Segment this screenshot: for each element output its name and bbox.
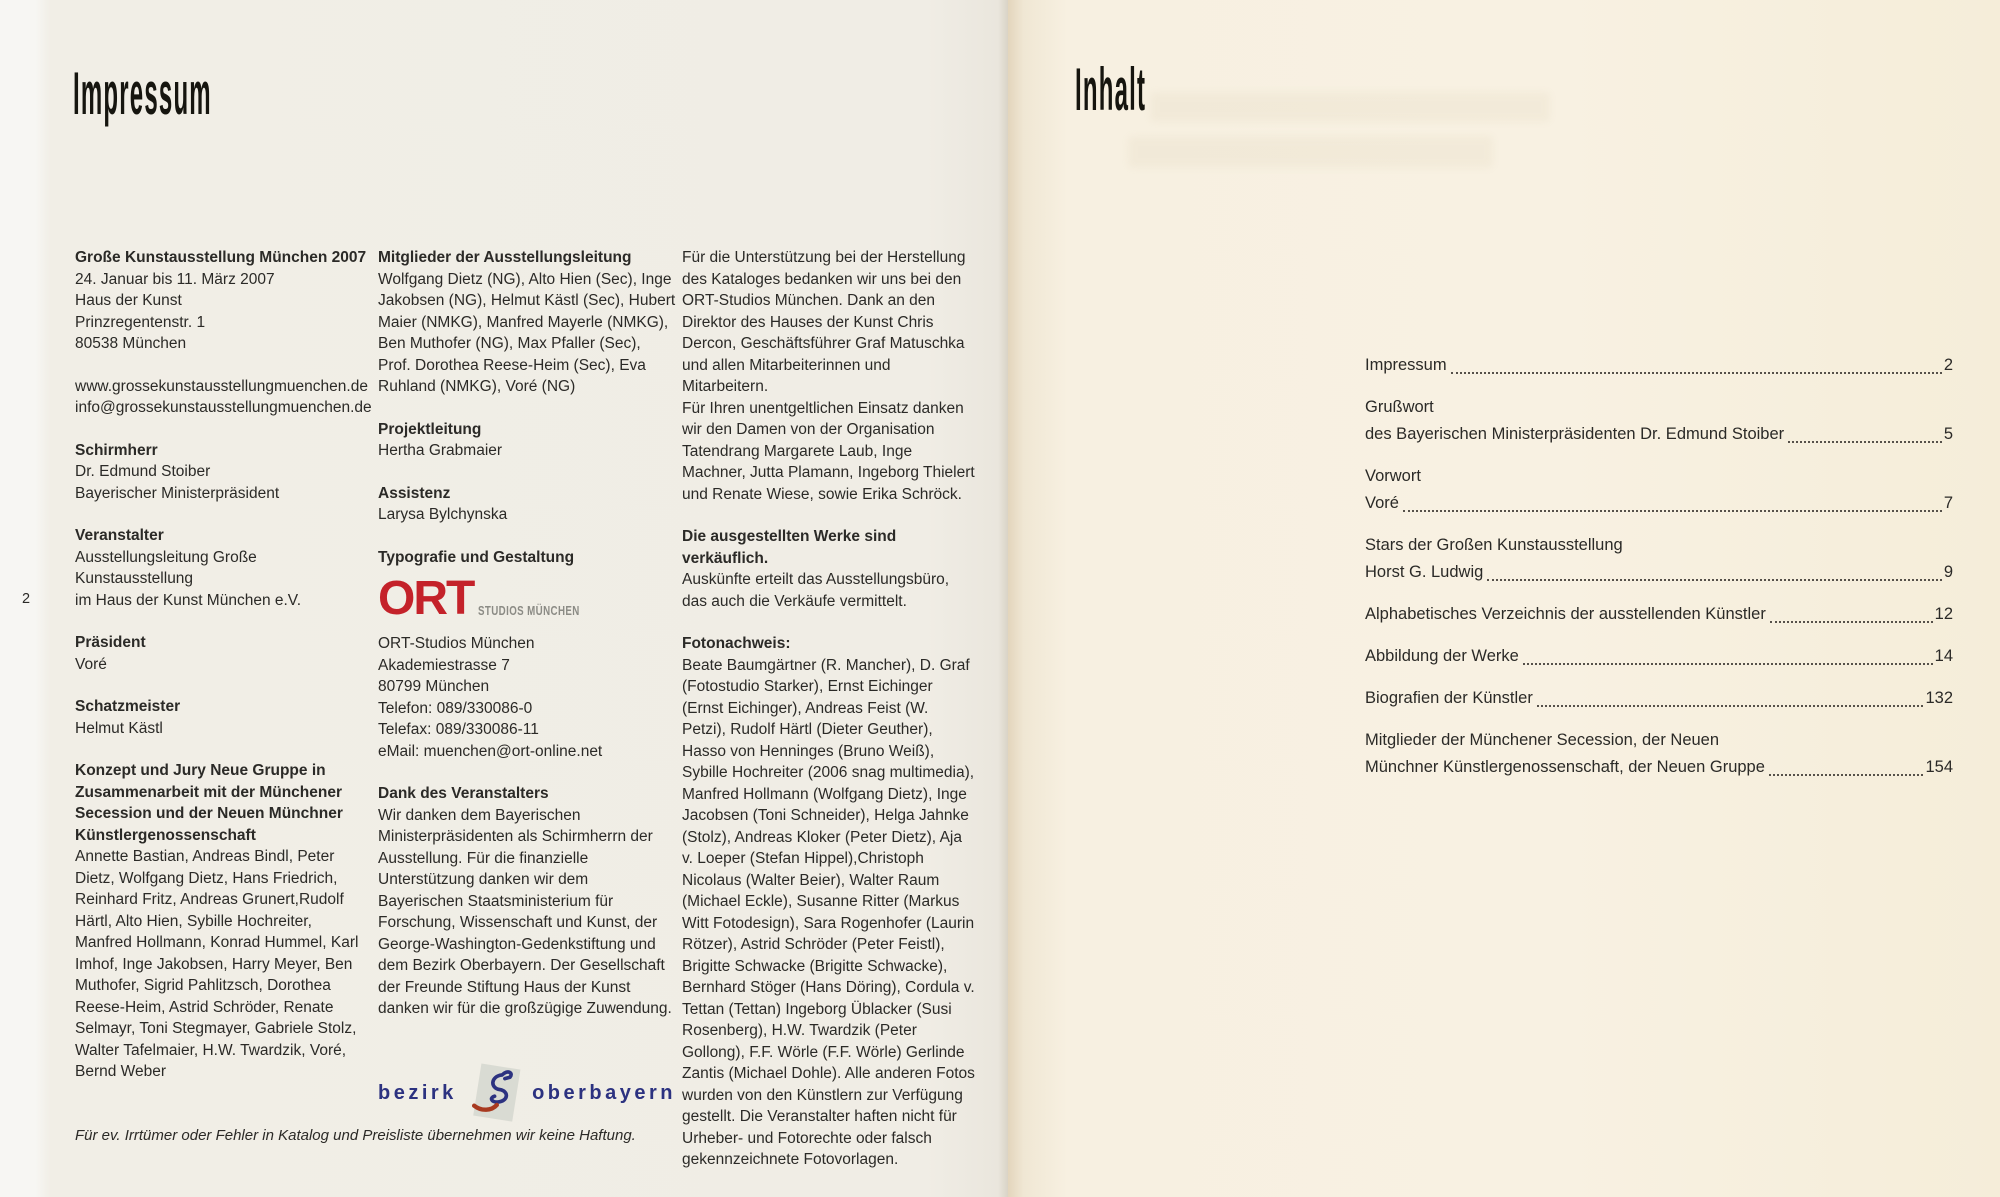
contact-block: [75, 376, 372, 419]
toc-page-number: 9: [1943, 563, 1953, 581]
event-city: 80538 München: [75, 335, 187, 352]
catalog-thanks-part2: Für Ihren unentgeltlichen Einsatz danken wir den Damen von der Organisation Tatendrang Margarete Laub, Inge Machner, Jutta Plamann, Ingeborg Thielert und Renate Wiese, sowie Erika Schröck.: [682, 399, 975, 503]
dot-leader: [1788, 441, 1942, 443]
dot-leader: [1523, 663, 1933, 665]
ort-address-line: 80799 München: [378, 678, 490, 695]
ausstellungsleitung-members: Wolfgang Dietz (NG), Alto Hien (Sec), Inge Jakobsen (NG), Helmut Kästl (Sec), Hubert Maier (NMKG), Manfred Mayerle (NMKG), Ben Muthofer (NG), Max Pfaller (Sec), Prof. Dorothea Reese-Heim (Sec), Eva Ruhland (NMKG), Voré (NG): [378, 270, 676, 395]
praesident-heading: Präsident: [75, 634, 146, 651]
show-through-artifact: [1128, 136, 1493, 168]
toc-entry-stars: [1365, 532, 1953, 586]
veranstalter-line2: im Haus der Kunst München e.V.: [75, 591, 302, 609]
toc-row: [1365, 490, 1953, 517]
toc-entry-label: Stars der Großen Kunstausstellung: [1365, 536, 1623, 554]
praesident-block: [75, 632, 369, 675]
ort-email: eMail: muenchen@ort-online.net: [378, 742, 603, 760]
toc-page-number: 14: [1934, 647, 1953, 665]
ort-wordmark-icon: ORT: [378, 572, 474, 625]
toc-row: [1365, 421, 1953, 448]
schirmherr-role: Bayerischer Ministerpräsident: [75, 484, 280, 502]
toc-entry-biografien: [1365, 685, 1953, 712]
assistenz-heading: Assistenz: [378, 484, 451, 502]
event-dates: 24. Januar bis 11. März 2007: [75, 270, 275, 288]
schatzmeister-block: [75, 696, 369, 739]
konzept-jury-block: [75, 760, 369, 1083]
ort-fax: Telefax: 089/330086-11: [378, 721, 539, 738]
dot-leader: [1451, 372, 1942, 374]
dot-leader: [1770, 621, 1933, 623]
inhalt-page: [1008, 0, 2000, 1197]
werke-verkaeuflich-text: Auskünfte erteilt das Ausstellungsbüro, das auch die Verkäufe vermittelt.: [682, 571, 950, 610]
projektleitung-heading: Projektleitung: [378, 420, 482, 438]
dank-block: [378, 783, 676, 1020]
catalog-thanks-block: [682, 247, 976, 505]
event-street: Prinzregentenstr. 1: [75, 313, 206, 331]
toc-page-number: 132: [1925, 689, 1953, 707]
ort-address-line: ORT-Studios München: [378, 635, 535, 652]
page-title: Impressum: [73, 60, 212, 127]
toc-entry-label: Vorwort: [1365, 467, 1421, 485]
veranstalter-heading: Veranstalter: [75, 527, 164, 544]
bezirk-logo-word-left: bezirk: [378, 1081, 457, 1104]
schirmherr-block: [75, 440, 369, 505]
bezirk-logo-word-right: oberbayern: [532, 1081, 676, 1104]
toc-entry-impressum: [1365, 352, 1953, 379]
toc-entry-sublabel: des Bayerischen Ministerpräsidenten Dr. Edmund Stoiber: [1365, 425, 1785, 443]
dot-leader: [1537, 705, 1924, 707]
schirmherr-heading: Schirmherr: [75, 441, 158, 459]
disclaimer-note: Für ev. Irrtümer oder Fehler in Katalog und Preisliste übernehmen wir keine Haftung.: [75, 1127, 636, 1144]
toc-entry-vorwort: [1365, 463, 1953, 517]
projektleitung-name: Hertha Grabmaier: [378, 442, 503, 459]
toc-row: [1365, 352, 1953, 379]
dank-text: Wir danken dem Bayerischen Ministerpräsidenten als Schirmherrn der Ausstellung. Für die finanzielle Unterstützung danken wir dem Bayerischen Staatsministerium für Forschung, Wissenschaft und Kunst, der George-Washington-Gedenkstiftung und dem Bezirk Oberbayern. Der Gesellschaft der Freunde Stiftung Haus der Kunst danken wir für die großzügige Zuwendung.: [378, 806, 672, 1017]
veranstalter-block: [75, 525, 369, 611]
toc-entry-label: Abbildung der Werke: [1365, 647, 1519, 665]
ausstellungsleitung-block: [378, 247, 676, 398]
toc-entry-label: Alphabetisches Verzeichnis der ausstellenden Künstler: [1365, 605, 1766, 623]
event-info-block: [75, 247, 369, 355]
fotonachweis-block: [682, 633, 976, 1171]
toc-page-number: 154: [1925, 758, 1953, 776]
konzept-jury-names: Annette Bastian, Andreas Bindl, Peter Dietz, Wolfgang Dietz, Hans Friedrich, Reinhard Fritz, Andreas Grunert,Rudolf Härtl, Alto Hien, Sybille Hochreiter, Manfred Hollmann, Konrad Hummel, Karl Imhof, Inge Jakobsen, Harry Meyer, Ben Muthofer, Sigrid Pahlitzsch, Dorothea Reese-Heim, Astrid Schröder, Renate Selmayr, Toni Stegmayer, Gabriele Stolz, Walter Tafelmaier, H.W. Twardzik, Voré, Bernd Weber: [75, 848, 359, 1080]
dot-leader: [1487, 579, 1942, 581]
ort-phone: Telefon: 089/330086-0: [378, 699, 533, 717]
dot-leader: [1403, 510, 1942, 512]
page-title: Inhalt: [1075, 56, 1147, 123]
event-venue: Haus der Kunst: [75, 292, 182, 309]
ort-address-line: Akademiestrasse 7: [378, 656, 510, 674]
toc-entry-sublabel: Voré: [1365, 494, 1399, 512]
werke-verkaeuflich-heading: Die ausgestellten Werke sind verkäuflich.: [682, 528, 897, 567]
impressum-column-2: [378, 247, 676, 1144]
toc-entry-abbildung: [1365, 643, 1953, 670]
schatzmeister-name: Helmut Kästl: [75, 719, 163, 737]
toc-page-number: 7: [1943, 494, 1953, 512]
toc-entry-mitglieder: [1365, 727, 1953, 781]
event-title: Große Kunstausstellung München 2007: [75, 249, 367, 266]
toc-entry-verzeichnis: [1365, 601, 1953, 628]
page-number: 2: [22, 591, 31, 607]
fotonachweis-text: Beate Baumgärtner (R. Mancher), D. Graf (Fotostudio Starker), Ernst Eichinger (Ernst Eichinger), Andreas Feist (W. Petzi), Rudolf Härtl (Dieter Geuther), Hasso von Henninges (Bruno Weiß), Sybille Hochreiter (2006 snag multimedia), Manfred Hollmann (Wolfgang Dietz), Inge Jacobsen (Toni Schneider), Helga Jahnke (Stolz), Andreas Kloker (Peter Dietz), Aja v. Loeper (Stefan Hippel),Christoph Nicolaus (Walter Beier), Walter Raum (Michael Eckle), Susanne Ritter (Markus Witt Fotodesign), Sara Rogenhofer (Laurin Rötzer), Astrid Schröder (Peter Feistl), Brigitte Schwacke (Brigitte Schwacke), Bernhard Stöger (Hans Döring), Cordula v. Tettan (Tettan) Ingeborg Üblacker (Susi Rosenberg), H.W. Twardzik (Peter Gollong), F.F. Wörle (F.F. Wörle) Gerlinde Zantis (Michael Dohle). Alle anderen Fotos wurden von den Künstlern zur Verfügung gestellt. Die Veranstalter haften nicht für Urheber- und Fotorechte oder falsch gekennzeichnete Fotovorlagen.: [682, 656, 975, 1168]
dot-leader: [1769, 774, 1924, 776]
werke-verkaeuflich-block: [682, 526, 976, 612]
toc-page-number: 2: [1943, 356, 1953, 374]
toc-row: [1365, 685, 1953, 712]
konzept-jury-heading: Konzept und Jury Neue Gruppe in Zusammenarbeit mit der Münchener Secession und der Neuen Münchner Künstlergenossenschaft: [75, 762, 343, 844]
ort-studios-logo: [378, 572, 676, 625]
toc-entry-label: Mitglieder der Münchener Secession, der Neuen: [1365, 731, 1720, 749]
fotonachweis-heading: Fotonachweis:: [682, 635, 791, 652]
projektleitung-block: [378, 419, 676, 462]
praesident-name: Voré: [75, 655, 107, 673]
toc-row: [1365, 559, 1953, 586]
dank-heading: Dank des Veranstalters: [378, 785, 549, 802]
show-through-artifact: [1150, 92, 1550, 122]
toc-row: [1365, 643, 1953, 670]
toc-row: [1365, 754, 1953, 781]
veranstalter-line1: Ausstellungsleitung Große Kunstausstellung: [75, 548, 257, 587]
toc-entry-label: Grußwort: [1365, 398, 1434, 416]
ort-logo-subtext: STUDIOS MÜNCHEN: [478, 604, 581, 618]
toc-entry-sublabel: Münchner Künstlergenossenschaft, der Neuen Gruppe: [1365, 758, 1765, 776]
schatzmeister-heading: Schatzmeister: [75, 698, 181, 715]
impressum-column-1: [75, 247, 372, 1104]
toc-entry-sublabel: Horst G. Ludwig: [1365, 563, 1484, 581]
assistenz-name: Larysa Bylchynska: [378, 506, 508, 523]
typografie-heading: Typografie und Gestaltung: [378, 548, 575, 566]
toc-page-number: 5: [1943, 425, 1953, 443]
toc-entry-label: Biografien der Künstler: [1365, 689, 1533, 707]
toc-page-number: 12: [1934, 605, 1953, 623]
ausstellungsleitung-heading: Mitglieder der Ausstellungsleitung: [378, 249, 632, 266]
website-text: www.grossekunstausstellungmuenchen.de: [75, 377, 368, 395]
catalog-thanks-part1: Für die Unterstützung bei der Herstellung des Kataloges bedanken wir uns bei den ORT-Studios München. Dank an den Direktor des Hauses der Kunst Chris Dercon, Geschäftsführer Graf Matuschka und allen Mitarbeiterinnen und Mitarbeitern.: [682, 249, 966, 395]
toc-entry-grusswort: [1365, 394, 1953, 448]
email-text: info@grossekunstausstellungmuenchen.de: [75, 399, 372, 416]
toc-entry-label: Impressum: [1365, 356, 1447, 374]
schirmherr-name: Dr. Edmund Stoiber: [75, 463, 211, 480]
assistenz-block: [378, 483, 676, 526]
typografie-block: [378, 547, 676, 763]
impressum-column-3: [682, 247, 976, 1192]
table-of-contents: [1365, 352, 1953, 796]
toc-row: [1365, 601, 1953, 628]
